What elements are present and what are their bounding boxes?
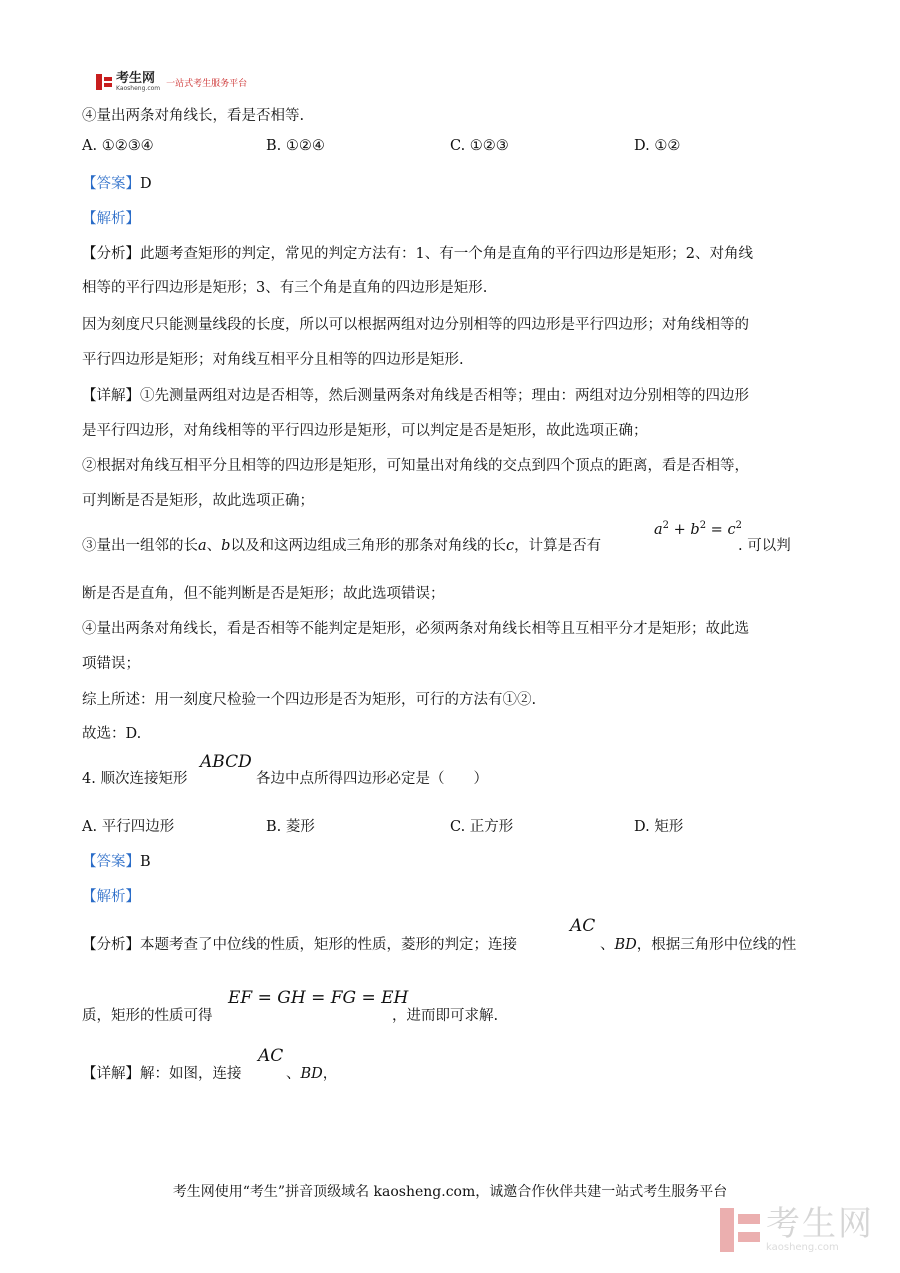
- eq-equals: =: [706, 521, 728, 538]
- q4-var-ac: AC: [570, 916, 596, 936]
- q4-fenxi-line-2: 质，矩形的性质可得: [82, 1008, 213, 1024]
- q3-option-b: B. ①②④: [266, 138, 325, 154]
- q4-stem-pre: 4. 顺次连接矩形: [82, 771, 188, 787]
- q3-analysis-tag: 【解析】: [82, 211, 140, 227]
- q4-answer: [82, 850, 151, 871]
- q4-fenxi-line-1-tail: [600, 933, 796, 954]
- q4-detail-line-1: [82, 1062, 242, 1083]
- q3-detail-line-1: [82, 384, 749, 405]
- q3-option-d: D. ①②: [634, 138, 681, 154]
- fenxi-tag: 【分析】: [82, 246, 140, 262]
- logo-domain: Kaosheng.com: [116, 85, 161, 92]
- eq-b: b: [690, 521, 700, 538]
- site-logo: [96, 72, 247, 92]
- q3-choose: 故选：D.: [82, 726, 142, 742]
- eq-c-exp: 2: [735, 520, 742, 531]
- eq-a: a: [654, 521, 663, 538]
- answer-value: B: [140, 854, 151, 870]
- q3-detail-line-2: 是平行四边形，对角线相等的平行四边形是矩形，可以判定是否是矩形，故此选项正确；: [82, 423, 648, 439]
- q4-midline-equation: EF = GH = FG = EH: [228, 988, 409, 1008]
- var-b: b: [221, 538, 231, 554]
- fenxi-text-1: 此题考查矩形的判定，常见的判定方法有：1、有一个角是直角的平行四边形是矩形；2、对角线: [140, 246, 753, 262]
- q4-fenxi-text-2b: ，进而即可求解.: [392, 1008, 499, 1024]
- q3-item-4: ④量出两条对角线长，看是否相等.: [82, 108, 305, 124]
- q4-detail-line-1-tail: [286, 1062, 337, 1083]
- separator: 、: [206, 538, 222, 554]
- detail-text-1: ①先测量两组对边是否相等，然后测量两条对角线是否相等；理由：两组对边分别相等的四边形: [140, 388, 749, 404]
- fenxi-text-1: 本题考查了中位线的性质，矩形的性质，菱形的判定；连接: [140, 937, 517, 953]
- q3-summary: 综上所述：用一刻度尺检验一个四边形是否为矩形，可行的方法有①②.: [82, 692, 537, 708]
- q4-analysis-tag: 【解析】: [82, 889, 140, 905]
- logo-icon: [96, 74, 112, 90]
- q3-detail-line-3: ②根据对角线互相平分且相等的四边形是矩形，可知量出对角线的交点到四个顶点的距离，看是否相等，: [82, 458, 749, 474]
- q3-detail-line-7: ④量出两条对角线长，看是否相等不能判定是矩形，必须两条对角线长相等且互相平分才是矩形；故此选: [82, 621, 749, 637]
- q4-stem-post: 各边中点所得四边形必定是（ ）: [256, 771, 488, 787]
- q4-fenxi-line-1: [82, 933, 517, 954]
- watermark-domain: kaosheng.com: [766, 1242, 839, 1253]
- q4-stem-var: ABCD: [200, 752, 252, 772]
- eq-c: c: [727, 521, 736, 538]
- answer-tag: 【答案】: [82, 176, 140, 192]
- detail-end: ，: [322, 1066, 338, 1082]
- pythagorean-equation: [654, 520, 742, 538]
- fenxi-text-1b: ，根据三角形中位线的性: [636, 937, 797, 953]
- footer-text: 考生网使用“考生”拼音顶级域名 kaosheng.com，诚邀合作伙伴共建一站式考生服务平台: [172, 1184, 728, 1200]
- q4-detail-var-ac: AC: [258, 1046, 284, 1066]
- logo-name: 考生网: [116, 71, 156, 86]
- var-bd: BD: [300, 1066, 323, 1082]
- detail-text-5a: ③量出一组邻的长: [82, 538, 198, 554]
- q4-option-b: B. 菱形: [266, 819, 315, 835]
- answer-tag: 【答案】: [82, 854, 140, 870]
- q3-detail-line-6: 断是否是直角，但不能判断是否是矩形；故此选项错误；: [82, 586, 445, 602]
- q3-detail-line-5: [82, 534, 601, 555]
- q3-option-c: C. ①②③: [450, 138, 509, 154]
- var-a: a: [198, 538, 207, 554]
- q3-fenxi-line-2: 相等的平行四边形是矩形；3、有三个角是直角的四边形是矩形.: [82, 280, 488, 296]
- eq-b-exp: 2: [699, 520, 707, 531]
- answer-value: D: [140, 176, 152, 192]
- watermark-name: 考生网: [766, 1204, 874, 1244]
- q3-answer: [82, 172, 152, 193]
- var-bd: BD: [614, 937, 637, 953]
- detail-tag: 【详解】: [82, 1066, 140, 1082]
- logo-slogan: 一站式考生服务平台: [166, 78, 248, 89]
- watermark-logo: [720, 1204, 874, 1253]
- q3-option-a: A. ①②③④: [82, 138, 154, 154]
- q3-fenxi-line-1: [82, 242, 753, 263]
- watermark-icon: [720, 1208, 760, 1252]
- detail-text-5c: ，计算是否有: [514, 538, 602, 554]
- eq-plus: +: [669, 521, 691, 538]
- detail-text-1: 解：如图，连接: [140, 1066, 242, 1082]
- detail-text-5b: 以及和这两边组成三角形的那条对角线的长: [230, 538, 506, 554]
- q3-detail-text-5d: . 可以判: [738, 538, 791, 554]
- separator: 、: [600, 937, 615, 953]
- q4-option-a: A. 平行四边形: [82, 819, 175, 835]
- q3-para-line-1: 因为刻度尺只能测量线段的长度，所以可以根据两组对边分别相等的四边形是平行四边形；对角线相等的: [82, 317, 749, 333]
- q4-option-c: C. 正方形: [450, 819, 514, 835]
- q3-para-line-2: 平行四边形是矩形；对角线互相平分且相等的四边形是矩形.: [82, 352, 464, 368]
- fenxi-tag: 【分析】: [82, 937, 140, 953]
- q4-option-d: D. 矩形: [634, 819, 684, 835]
- q4-stem: [82, 767, 187, 788]
- var-c: c: [505, 538, 515, 554]
- q3-detail-line-4: 可判断是否是矩形，故此选项正确；: [82, 493, 314, 509]
- separator: 、: [286, 1066, 301, 1082]
- detail-tag: 【详解】: [82, 388, 140, 404]
- eq-a-exp: 2: [662, 520, 670, 531]
- q3-detail-line-8: 项错误；: [82, 656, 140, 672]
